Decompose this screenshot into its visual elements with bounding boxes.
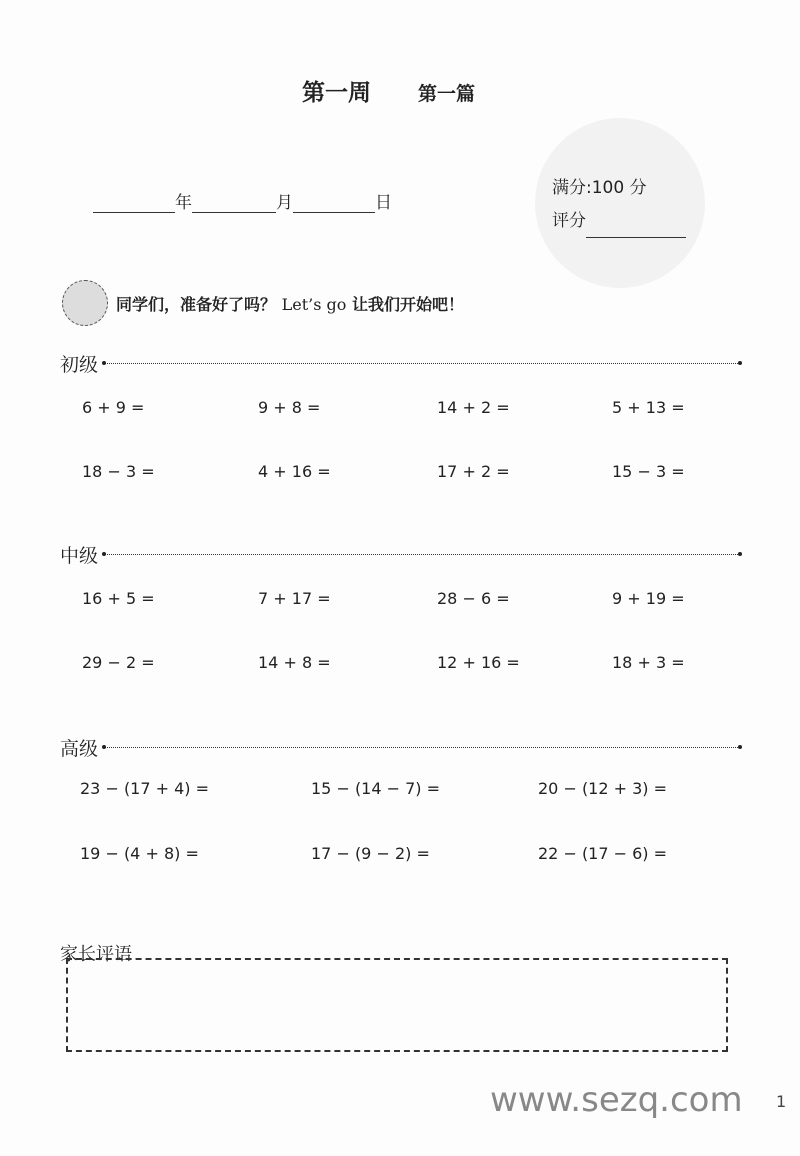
math-problem: 7 + 17 = [258,589,331,608]
section-header [60,734,740,761]
site-watermark: www.sezq.com [490,1080,743,1120]
math-problem: 20 − (12 + 3) = [538,779,668,798]
parent-comment-label: 家长评语 [60,944,132,965]
day-label: 日 [375,193,392,213]
parent-comment-box[interactable] [66,958,728,1052]
section-label: 中级 [60,545,99,567]
math-problem: 15 − 3 = [612,462,685,481]
math-problem: 18 − 3 = [82,462,155,481]
math-problem: 22 − (17 − 6) = [538,844,668,863]
grade-blank[interactable] [586,219,686,238]
intro-text-cn1: 同学们，准备好了吗？ [116,294,277,314]
math-problem: 12 + 16 = [437,653,520,672]
math-problem: 17 − (9 − 2) = [311,844,430,863]
score-block: 满分:100 分 评分 [552,172,686,238]
full-score-label: 满分 [552,178,586,198]
math-problem: 6 + 9 = [82,398,145,417]
year-label: 年 [175,193,192,213]
dotted-divider [104,363,740,364]
math-problem: 5 + 13 = [612,398,685,417]
section-header [60,541,740,568]
intro-text-cn2: 让我们开始吧！ [351,294,464,314]
page-number: 1 [776,1092,787,1111]
dotted-divider [104,747,740,748]
section-header [60,350,740,377]
day-blank[interactable] [293,194,375,213]
intro-banner [62,280,464,326]
month-label: 月 [276,193,293,213]
page-subtitle: 第一篇 [418,83,476,105]
math-problem: 15 − (14 − 7) = [311,779,441,798]
dotted-divider [104,554,740,555]
section-label: 高级 [60,738,99,760]
mascot-avatar-icon [62,280,108,326]
math-problem: 14 + 2 = [437,398,510,417]
grade-label: 评分 [552,211,586,231]
section-label: 初级 [60,354,99,376]
math-problem: 4 + 16 = [258,462,331,481]
math-problem: 16 + 5 = [82,589,155,608]
full-score-value: 100 分 [591,178,647,198]
math-problem: 14 + 8 = [258,653,331,672]
math-problem: 19 − (4 + 8) = [80,844,199,863]
math-problem: 9 + 19 = [612,589,685,608]
math-problem: 29 − 2 = [82,653,155,672]
month-blank[interactable] [192,194,276,213]
year-blank[interactable] [93,194,175,213]
math-problem: 9 + 8 = [258,398,321,417]
math-problem: 18 + 3 = [612,653,685,672]
math-problem: 28 − 6 = [437,589,510,608]
page-title: 第一周 [302,80,371,106]
intro-text-en: Let’s go [281,294,347,314]
math-problem: 17 + 2 = [437,462,510,481]
date-fields [93,188,392,213]
math-problem: 23 − (17 + 4) = [80,779,210,798]
